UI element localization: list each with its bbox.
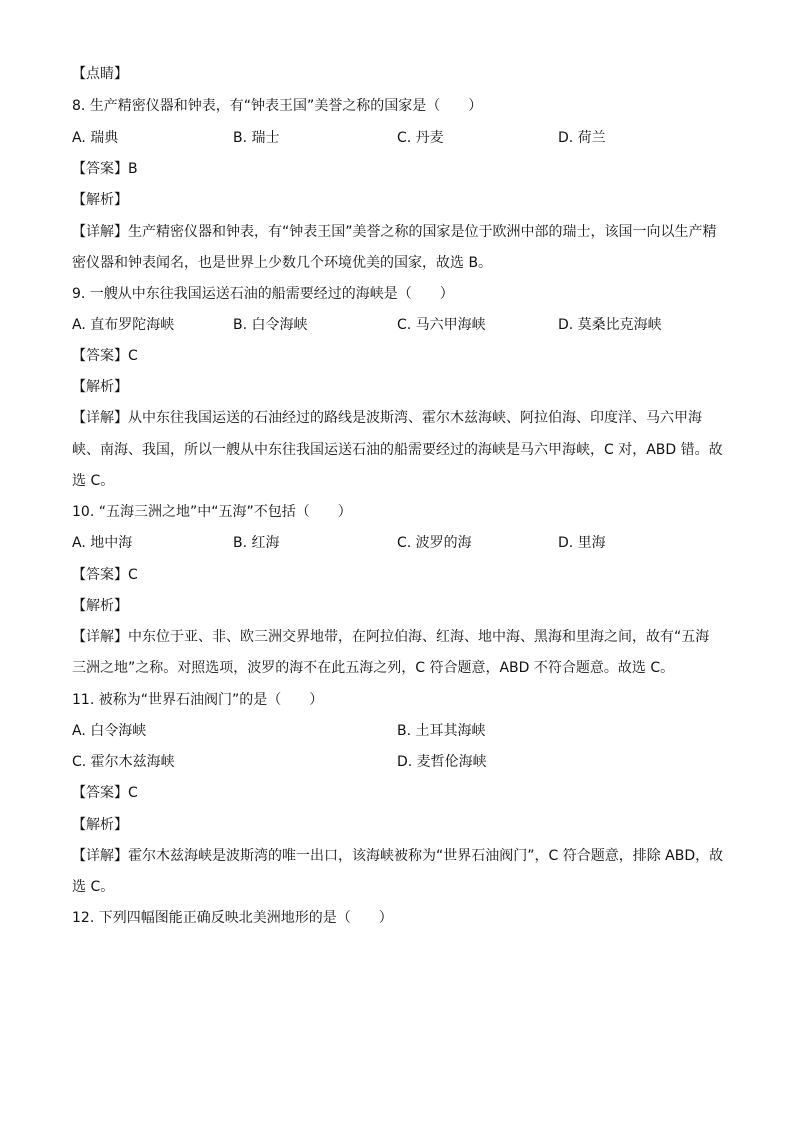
question-11-option-d: D. 麦哲伦海峡	[397, 754, 487, 770]
question-11-detail-line: 【详解】霍尔木兹海峡是波斯湾的唯一出口，该海峡被称为“世界石油阀门”，C 符合题意，排除 ABD，故	[72, 848, 724, 864]
question-10-analysis-label: 【解析】	[72, 598, 128, 614]
question-10-stem: 10. “五海三洲之地”中“五海”不包括（ ）	[72, 504, 352, 520]
question-10-option-d: D. 里海	[558, 535, 606, 551]
question-11-answer: 【答案】C	[72, 785, 138, 801]
question-9-answer: 【答案】C	[72, 348, 138, 364]
question-11-option-b: B. 土耳其海峡	[397, 723, 486, 739]
question-10-option-a: A. 地中海	[72, 535, 133, 551]
question-8-option-c: C. 丹麦	[397, 130, 444, 146]
question-11-option-c: C. 霍尔木兹海峡	[72, 754, 175, 770]
question-12-stem: 12. 下列四幅图能正确反映北美洲地形的是（ ）	[72, 910, 393, 926]
question-8-detail-line: 密仪器和钟表闻名，也是世界上少数几个环境优美的国家，故选 B。	[72, 255, 493, 271]
question-11-stem: 11. 被称为“世界石油阀门”的是（ ）	[72, 692, 324, 708]
dianjing-label: 【点睛】	[72, 66, 128, 82]
question-9-option-a: A. 直布罗陀海峡	[72, 317, 175, 333]
question-8-stem: 8. 生产精密仪器和钟表，有“钟表王国”美誉之称的国家是（ ）	[72, 98, 483, 114]
question-8-option-b: B. 瑞士	[233, 130, 280, 146]
question-8-detail-line: 【详解】生产精密仪器和钟表，有“钟表王国”美誉之称的国家是位于欧洲中部的瑞士，该国一向以生产精	[72, 224, 717, 240]
question-10-detail-line: 【详解】中东位于亚、非、欧三洲交界地带，在阿拉伯海、红海、地中海、黑海和里海之间，故有“五海	[72, 629, 710, 645]
question-10-option-c: C. 波罗的海	[397, 535, 472, 551]
question-9-analysis-label: 【解析】	[72, 379, 128, 395]
question-10-answer: 【答案】C	[72, 567, 138, 583]
question-9-option-b: B. 白令海峡	[233, 317, 308, 333]
question-10-detail-line: 三洲之地”之称。对照选项，波罗的海不在此五海之列，C 符合题意，ABD 不符合题意。故选 C。	[72, 660, 675, 676]
question-8-option-a: A. 瑞典	[72, 130, 119, 146]
question-9-option-c: C. 马六甲海峡	[397, 317, 486, 333]
question-9-detail-line: 峡、南海、我国，所以一艘从中东往我国运送石油的船需要经过的海峡是马六甲海峡，C 对，ABD 错。故	[72, 442, 723, 458]
question-9-option-d: D. 莫桑比克海峡	[558, 317, 662, 333]
question-9-detail-line: 【详解】从中东往我国运送的石油经过的路线是波斯湾、霍尔木兹海峡、阿拉伯海、印度洋、马六甲海	[72, 410, 702, 426]
question-8-answer: 【答案】B	[72, 161, 138, 177]
question-9-detail-line: 选 C。	[72, 473, 115, 489]
question-11-detail-line: 选 C。	[72, 879, 115, 895]
question-11-option-a: A. 白令海峡	[72, 723, 147, 739]
question-8-analysis-label: 【解析】	[72, 192, 128, 208]
question-11-analysis-label: 【解析】	[72, 817, 128, 833]
question-9-stem: 9. 一艘从中东往我国运送石油的船需要经过的海峡是（ ）	[72, 286, 454, 302]
question-8-option-d: D. 荷兰	[558, 130, 606, 146]
question-10-option-b: B. 红海	[233, 535, 280, 551]
